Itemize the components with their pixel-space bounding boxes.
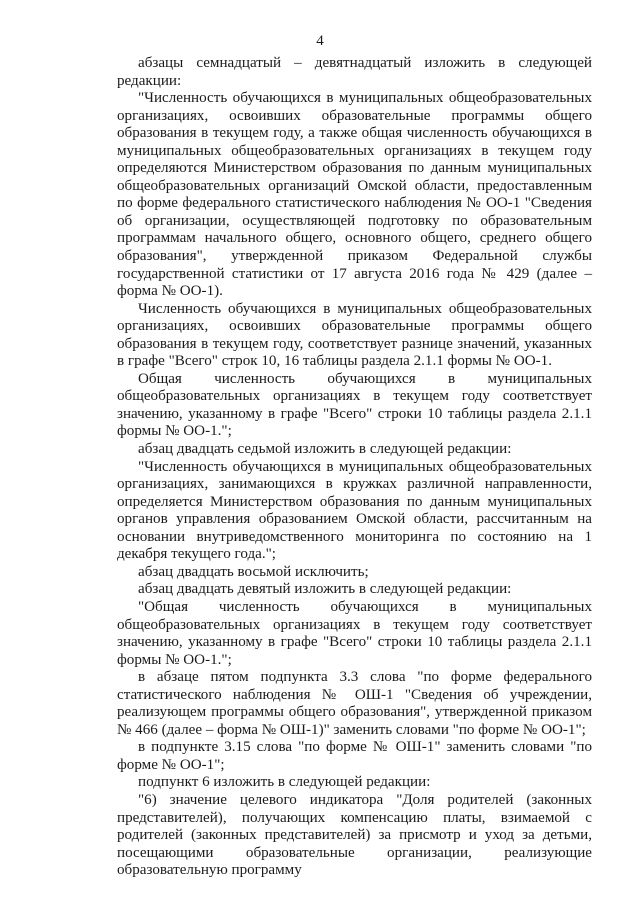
paragraph: абзац двадцать девятый изложить в следующей редакции: <box>138 581 512 598</box>
paragraph: Общая численность обучающихся в муниципальных общеобразовательных организациях в текущем году соответствует значению, указанному в графе "Всего" строки 10 таблицы раздела 2.1.1 формы № ОО-1."; <box>117 370 592 440</box>
paragraph: "Общая численность обучающихся в муниципальных общеобразовательных организациях в текущем году соответствует значению, указанному в графе "Всего" строки 10 таблицы раздела 2.1.1 формы № ОО-1."; <box>117 598 592 668</box>
paragraph: Численность обучающихся в муниципальных общеобразовательных организациях, освоивших образовательные программы общего образования в текущем году, соответствует разнице значений, указанных в графе "Всего" строк 10, 16 таблицы раздела 2.1.1 формы № ОО-1. <box>117 300 592 370</box>
paragraph: "Численность обучающихся в муниципальных общеобразовательных организациях, занимающихся в кружках различной направленности, определяется Министерством образования по данным муниципальных органов управления образованием Омской области, рассчитанным на основании внутриведомственного мониторинга по состоянию на 1 декабря текущего года."; <box>117 458 592 563</box>
paragraph: абзацы семнадцатый – девятнадцатый изложить в следующей редакции: <box>117 55 592 89</box>
paragraph: "Численность обучающихся в муниципальных общеобразовательных организациях, освоивших образовательные программы общего образования в текущем году, а также общая численность обучающихся в муниципальных общеобразовательных организациях в текущем году определяются Министерством образования по данным муниципальных общеобразовательных организаций Омской области, предоставленным по форме федерального статистического наблюдения № ОО-1 "Сведения об организации, осуществляющей подготовку по образовательным программам начального общего, основного общего, среднего общего образования", утвержденной приказом Федеральной службы государственной статистики от 17 августа 2016 года № 429 (далее – форма № ОО-1). <box>117 90 592 300</box>
paragraph: подпункт 6 изложить в следующей редакции: <box>138 774 431 791</box>
paragraph: "6) значение целевого индикатора "Доля родителей (законных представителей), получающих компенсацию платы, взимаемой с родителей (законных представителей) за присмотр и уход за детьми, посещающими образовательные организации, реализующие образовательную программу <box>117 791 592 879</box>
paragraph: в абзаце пятом подпункта 3.3 слова "по форме федерального статистического наблюдения № ОШ-1 "Сведения об учреждении, реализующем программы общего образования", утвержденной приказом № 466 (далее – форма № ОШ-1)" заменить словами "по форме № ОО-1"; <box>117 669 592 738</box>
paragraph: в подпункте 3.15 слова "по форме № ОШ-1" заменить словами "по форме № ОО-1"; <box>117 739 592 773</box>
document-body <box>117 55 592 880</box>
page-number: 4 <box>316 33 324 49</box>
paragraph: абзац двадцать восьмой исключить; <box>138 563 369 580</box>
paragraph: абзац двадцать седьмой изложить в следующей редакции: <box>138 441 512 458</box>
